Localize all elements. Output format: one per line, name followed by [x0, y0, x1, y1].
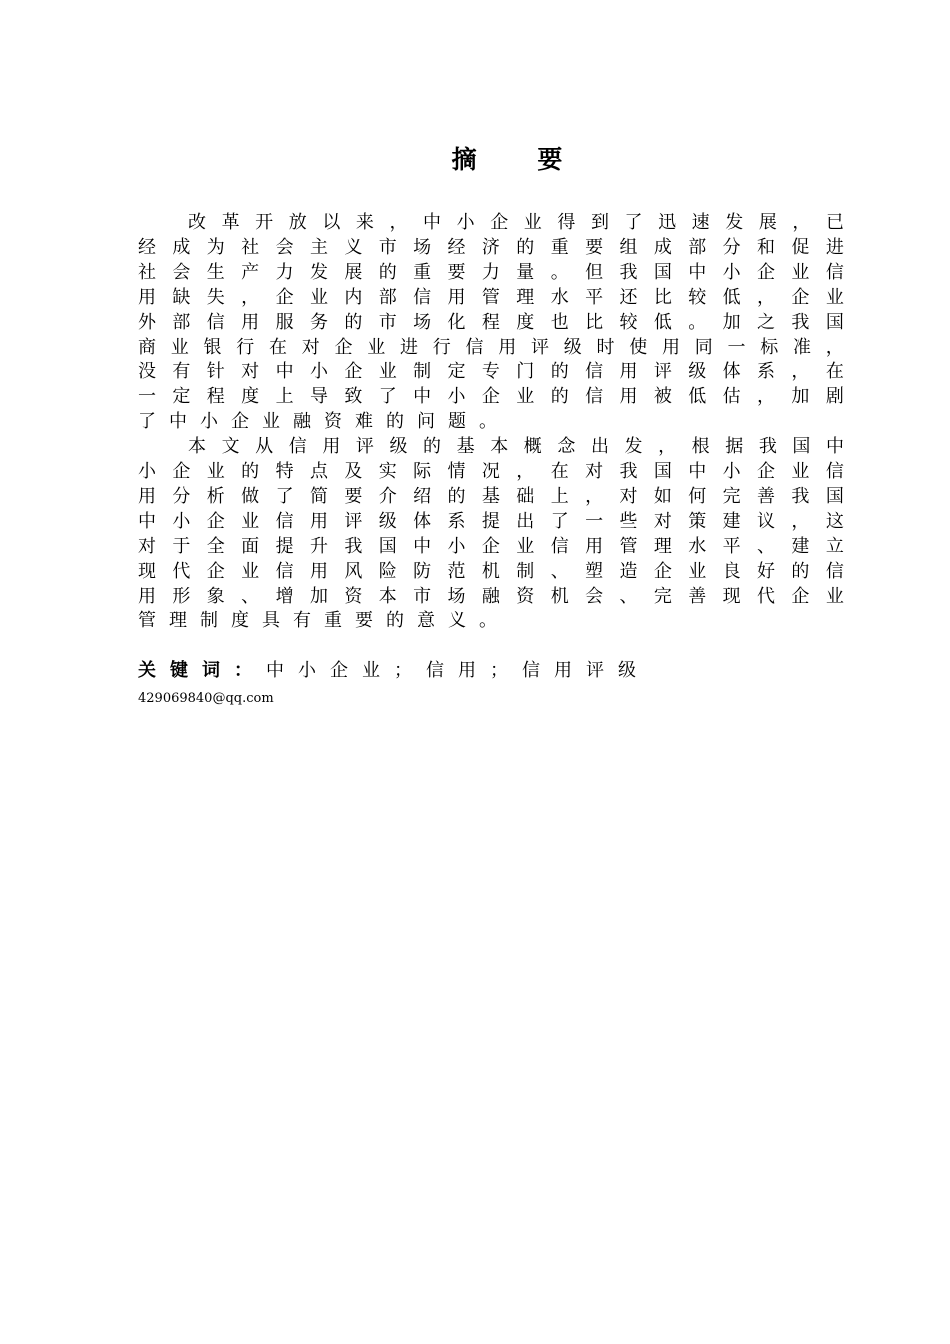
- paragraph-line: 了中小企业融资难的问题。: [138, 411, 510, 433]
- paragraph-line: 本 文 从 信 用 评 级 的 基 本 概 念 出 发 ， 根 据 我 国 中: [188, 436, 844, 458]
- paragraph-line: 一 定 程 度 上 导 致 了 中 小 企 业 的 信 用 被 低 估 ， 加 剧: [138, 386, 844, 408]
- abstract-title: 摘 要: [451, 145, 589, 174]
- paragraph-line: 改 革 开 放 以 来 ， 中 小 企 业 得 到 了 迅 速 发 展 ， 已: [188, 212, 844, 233]
- paragraph-line: 用 缺 失 ， 企 业 内 部 信 用 管 理 水 平 还 比 较 低 ， 企 业: [138, 286, 844, 308]
- keywords-label: 关键词：: [138, 660, 266, 681]
- paragraph-line: 经 成 为 社 会 主 义 市 场 经 济 的 重 要 组 成 部 分 和 促 进: [138, 236, 844, 258]
- paragraph-line: 中 小 企 业 信 用 评 级 体 系 提 出 了 一 些 对 策 建 议 ， 这: [138, 510, 844, 532]
- paragraph-line: 社 会 生 产 力 发 展 的 重 要 力 量 。 但 我 国 中 小 企 业 信: [138, 261, 844, 283]
- paragraph-line: 外 部 信 用 服 务 的 市 场 化 程 度 也 比 较 低 。 加 之 我 国: [138, 311, 844, 333]
- author-email: 429069840@qq.com: [138, 691, 274, 706]
- paragraph-line: 管理制度具有重要的意义。: [138, 610, 510, 632]
- paragraph-line: 用 形 象 、 增 加 资 本 市 场 融 资 机 会 、 完 善 现 代 企 业: [138, 585, 844, 607]
- paragraph-line: 小 企 业 的 特 点 及 实 际 情 况 ， 在 对 我 国 中 小 企 业 信: [138, 461, 844, 482]
- keywords-value: 中小企业；信用；信用评级: [266, 660, 650, 681]
- paragraph-line: 商 业 银 行 在 对 企 业 进 行 信 用 评 级 时 使 用 同 一 标 准 ，: [138, 336, 844, 358]
- paragraph-line: 用 分 析 做 了 简 要 介 绍 的 基 础 上 ， 对 如 何 完 善 我 国: [138, 485, 844, 507]
- paragraph-line: 没 有 针 对 中 小 企 业 制 定 专 门 的 信 用 评 级 体 系 ， 在: [138, 361, 844, 383]
- keywords-line: [138, 658, 650, 684]
- paragraph-line: 现 代 企 业 信 用 风 险 防 范 机 制 、 塑 造 企 业 良 好 的 信: [138, 560, 844, 582]
- paragraph-line: 对 于 全 面 提 升 我 国 中 小 企 业 信 用 管 理 水 平 、 建 立: [138, 535, 844, 557]
